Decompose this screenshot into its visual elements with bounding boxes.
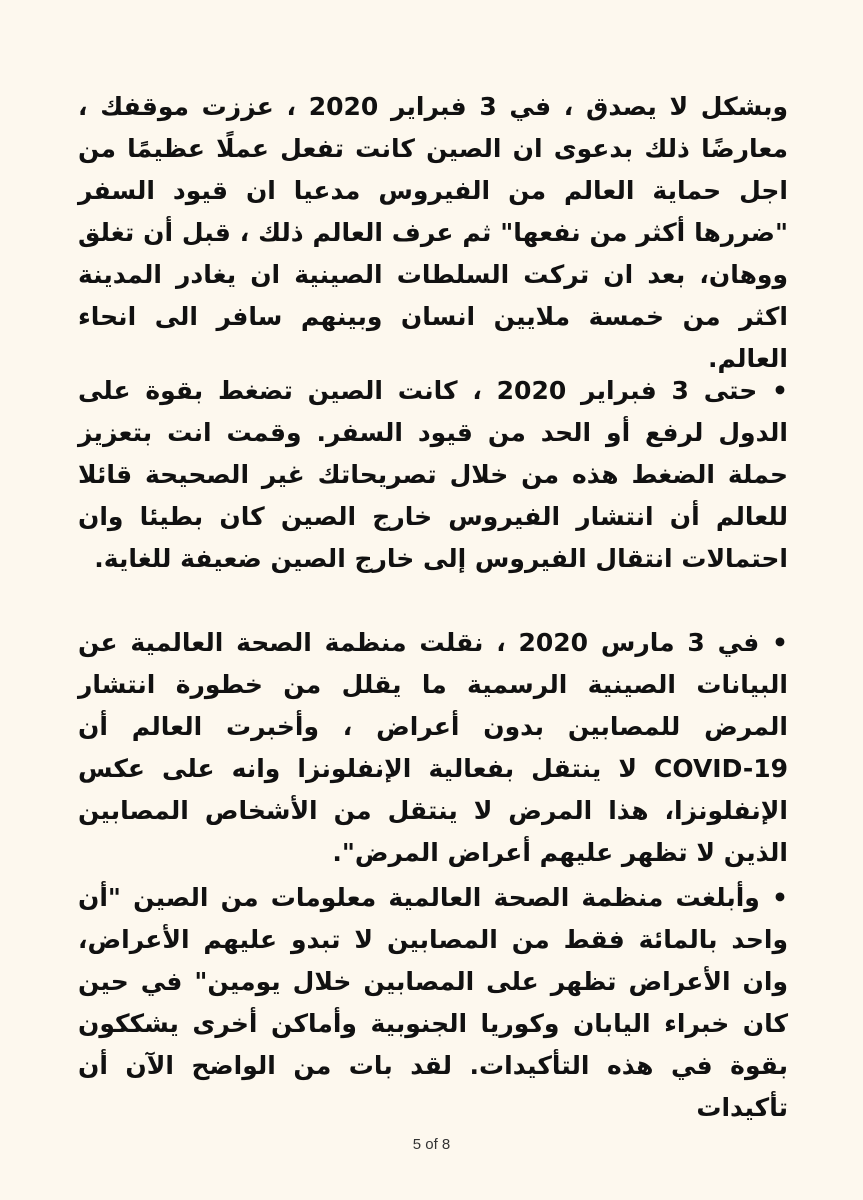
paragraph-text: وبشكل لا يصدق ، في 3 فبراير 2020 ، عززت موقفك ، معارضًا ذلك بدعوى ان الصين كانت تفعل عملًا عظيمًا من اجل حماية العالم من الفيروس مدعيا ان قيود السفر "ضررها أكثر من نفعها" ثم عرف العالم ذلك ، قبل أن تغلق ووهان، بعد ان تركت السلطات الصينية ان يغادر المدينة اكثر من خمسة ملايين انسان وبينهم سافر الى انحاء العالم. — [78, 92, 789, 373]
paragraph-text: • في 3 مارس 2020 ، نقلت منظمة الصحة العالمية عن البيانات الصينية الرسمية ما يقلل من خطورة انتشار المرض للمصابين بدون أعراض ، وأخبرت العالم أن COVID-19 لا ينتقل بفعالية الإنفلونزا وانه على عكس الإنفلونزا، هذا المرض لا ينتقل من الأشخاص المصابين الذين لا تظهر عليهم أعراض المرض". — [78, 628, 788, 867]
paragraph-text: • حتى 3 فبراير 2020 ، كانت الصين تضغط بقوة على الدول لرفع أو الحد من قيود السفر. وقمت انت بتعزيز حملة الضغط هذه من خلال تصريحاتك غير الصحيحة قائلا للعالم أن انتشار الفيروس خارج الصين كان بطيئا وان احتمالات انتقال الفيروس إلى خارج الصين ضعيفة للغاية. — [78, 376, 788, 573]
page-number: 5 of 8 — [412, 1136, 451, 1153]
paragraph-feb-3 — [78, 370, 788, 580]
paragraph-who-info — [78, 877, 788, 1129]
paragraph-mar-3 — [78, 622, 788, 874]
paragraph-text: • وأبلغت منظمة الصحة العالمية معلومات من الصين "أن واحد بالمائة فقط من المصابين لا تبدو عليهم الأعراض، وان الأعراض تظهر على المصابين خلال يومين" في حين كان خبراء اليابان وكوريا الجنوبية وأماكن أخرى يشككون بقوة في هذه التأكيدات. لقد بات من الواضح الآن أن تأكيدات — [78, 883, 788, 1122]
paragraph-intro — [78, 86, 788, 380]
